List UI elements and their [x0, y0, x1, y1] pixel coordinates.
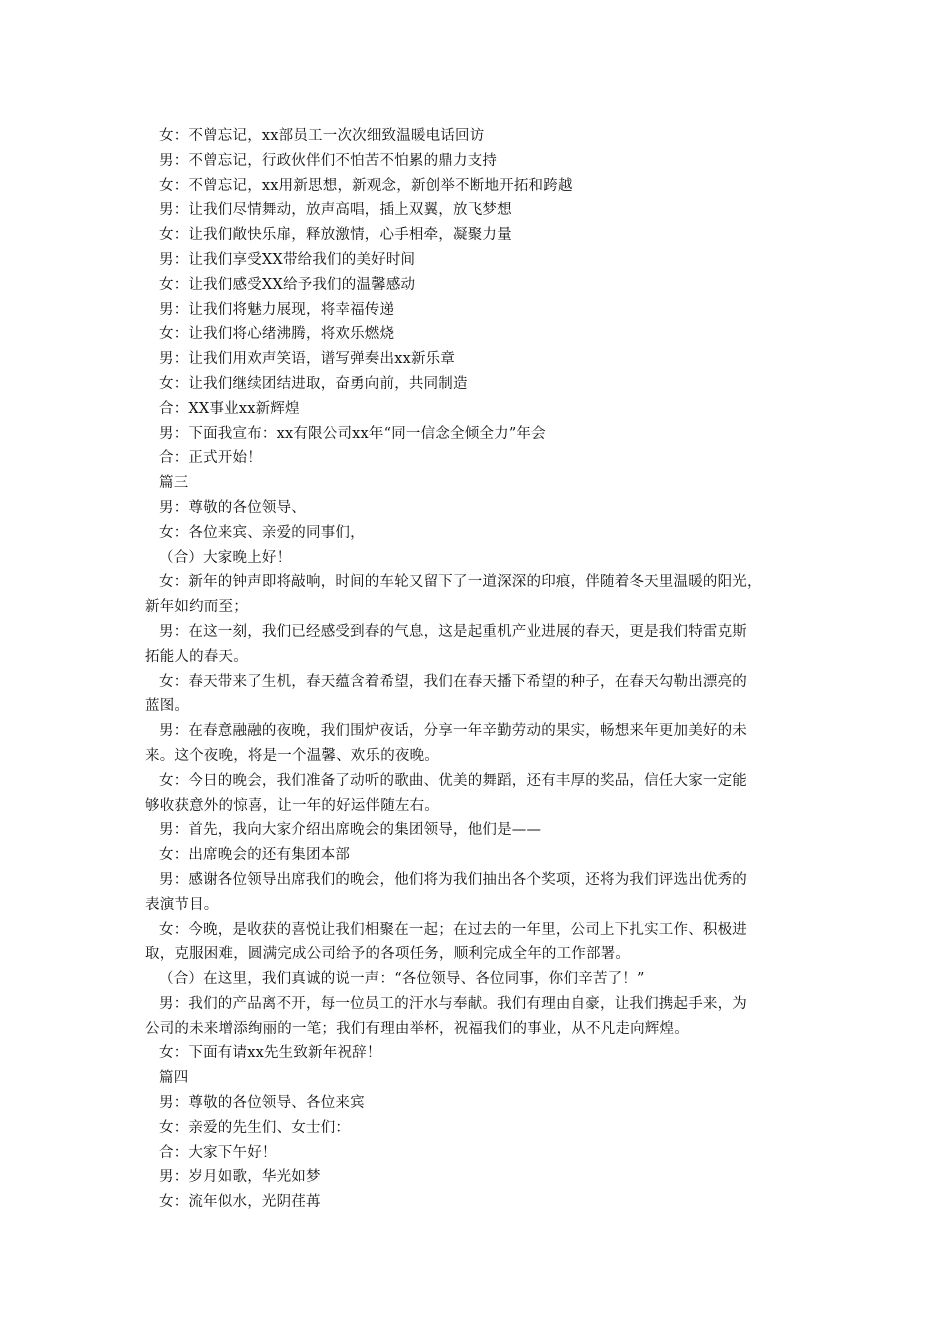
- script-line-continuation: 来。这个夜晚，将是一个温馨、欢乐的夜晚。: [145, 747, 439, 764]
- script-line-continuation: 表演节目。: [145, 896, 219, 913]
- script-line: （合）在这里，我们真诚的说一声：“各位领导、各位同事，你们辛苦了！”: [159, 971, 645, 988]
- script-line: 男：感谢各位领导出席我们的晚会，他们将为我们抽出各个奖项，还将为我们评选出优秀的: [159, 871, 747, 888]
- script-line: 男：在这一刻，我们已经感受到春的气息，这是起重机产业进展的春天，更是我们特雷克斯: [159, 623, 747, 640]
- script-line: 女：不曾忘记，xx用新思想，新观念，新创举不断地开拓和跨越: [159, 177, 573, 194]
- script-line-continuation: 新年如约而至；: [145, 599, 248, 616]
- section-heading: 篇三: [159, 475, 189, 492]
- script-line: 女：流年似水，光阴荏苒: [159, 1194, 321, 1211]
- script-line-continuation: 够收获意外的惊喜，让一年的好运伴随左右。: [145, 797, 439, 814]
- script-line: 女：春天带来了生机，春天蕴含着希望，我们在春天播下希望的种子，在春天勾勒出漂亮的: [159, 673, 747, 690]
- script-line: 女：新年的钟声即将敲响，时间的车轮又留下了一道深深的印痕，伴随着冬天里温暖的阳光，: [159, 574, 762, 591]
- script-line: 男：在春意融融的夜晚，我们围炉夜话，分享一年辛勤劳动的果实，畅想来年更加美好的未: [159, 723, 747, 740]
- script-line-continuation: 公司的未来增添绚丽的一笔；我们有理由举杯，祝福我们的事业，从不凡走向辉煌。: [145, 1020, 689, 1037]
- script-line: 女：今日的晚会，我们准备了动听的歌曲、优美的舞蹈，还有丰厚的奖品，信任大家一定能: [159, 772, 747, 789]
- script-line: 女：下面有请xx先生致新年祝辞！: [159, 1045, 382, 1062]
- script-line: 合：正式开始！: [159, 450, 262, 467]
- script-line: 男：不曾忘记，行政伙伴们不怕苦不怕累的鼎力支持: [159, 152, 498, 169]
- script-line: 男：下面我宣布：xx有限公司xx年“同一信念全倾全力”年会: [159, 425, 546, 442]
- script-line: 男：让我们将魅力展现，将幸福传递: [159, 301, 395, 318]
- script-line-continuation: 拓能人的春天。: [145, 648, 248, 665]
- script-line-continuation: 取，克服困难，圆满完成公司给予的各项任务，顺利完成全年的工作部署。: [145, 946, 631, 963]
- section-heading: 篇四: [159, 1070, 189, 1087]
- script-line-continuation: 蓝图。: [145, 698, 190, 715]
- script-line: 女：出席晚会的还有集团本部: [159, 847, 351, 864]
- script-line: （合）大家晚上好！: [159, 549, 292, 566]
- document-body: [145, 124, 805, 1215]
- script-line: 女：不曾忘记，xx部员工一次次细致温暖电话回访: [159, 128, 485, 144]
- script-line: 女：亲爱的先生们、女士们：: [159, 1119, 351, 1136]
- script-line: 女：让我们将心绪沸腾，将欢乐燃烧: [159, 326, 395, 343]
- script-line: 女：各位来宾、亲爱的同事们，: [159, 524, 365, 541]
- script-line: 男：尊敬的各位领导、: [159, 499, 306, 516]
- script-line: 女：让我们继续团结进取，奋勇向前，共同制造: [159, 375, 468, 392]
- script-line: 男：我们的产品离不开，每一位员工的汗水与奉献。我们有理由自豪，让我们携起手来，为: [159, 995, 747, 1012]
- script-line: 男：岁月如歌，华光如梦: [159, 1169, 321, 1186]
- script-line: 男：让我们用欢声笑语，谱写弹奏出xx新乐章: [159, 351, 456, 368]
- script-line: 女：今晚，是收获的喜悦让我们相聚在一起；在过去的一年里，公司上下扎实工作、积极进: [159, 921, 747, 938]
- script-line: 合：XX事业xx新辉煌: [159, 400, 300, 417]
- script-line: 男：首先，我向大家介绍出席晚会的集团领导，他们是——: [159, 822, 542, 839]
- script-line: 女：让我们感受XX给予我们的温馨感动: [159, 276, 416, 293]
- script-line: 合：大家下午好！: [159, 1144, 277, 1161]
- script-line: 女：让我们敞快乐扉，释放激情，心手相牵，凝聚力量: [159, 227, 512, 244]
- script-line: 男：尊敬的各位领导、各位来宾: [159, 1095, 365, 1112]
- script-line: 男：让我们享受XX带给我们的美好时间: [159, 251, 416, 268]
- script-line: 男：让我们尽情舞动，放声高唱，插上双翼，放飞梦想: [159, 202, 512, 219]
